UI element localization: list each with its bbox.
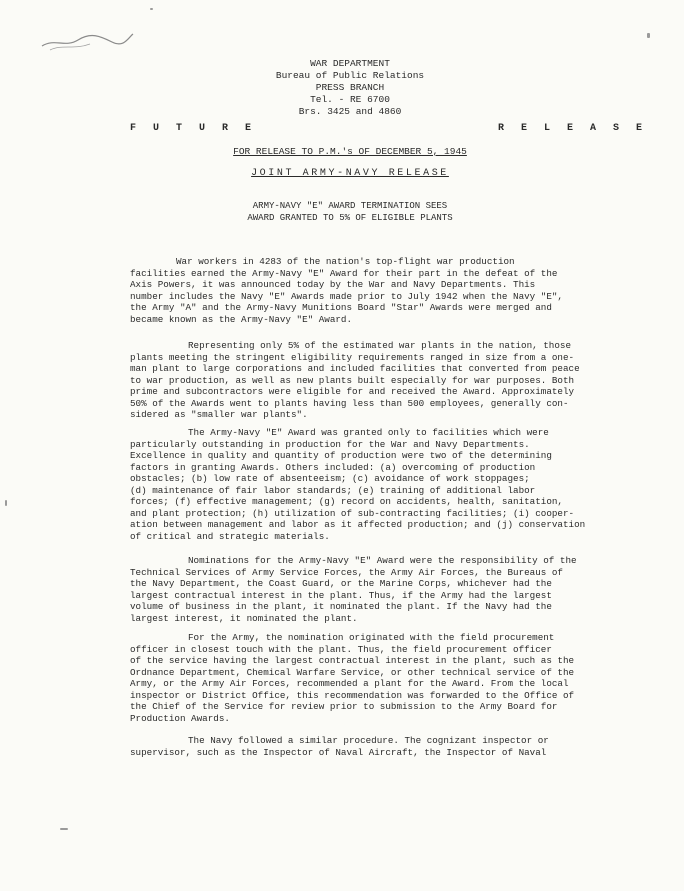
letterhead (210, 58, 490, 118)
handwritten-scribble (40, 28, 135, 54)
text-line: facilities earned the Army-Navy "E" Award for their part in the defeat of the (130, 267, 558, 279)
text-line: sidered as "smaller war plants". (130, 409, 308, 420)
text-line: Nominations for the Army-Navy "E" Award were the responsibility of the (188, 555, 577, 566)
text-line: number includes the Navy "E" Awards made prior to July 1942 when the Navy "E", (130, 290, 563, 302)
text-line: Production Awards. (130, 712, 230, 724)
text-line: Representing only 5% of the estimated war plants in the nation, those (188, 340, 572, 351)
text-line: (d) maintenance of fair labor standards; (e) training of additional labor (130, 484, 536, 496)
joint-release-title: JOINT ARMY-NAVY RELEASE (251, 168, 449, 179)
paragraph (130, 340, 580, 421)
paper-speck (647, 33, 650, 38)
letterhead-line: Tel. - RE 6700 (310, 94, 390, 105)
text-line: For the Army, the nomination originated with the field procurement (188, 632, 555, 643)
text-line: volume of business in the plant, it nominated the plant. If the Navy had the (130, 601, 552, 612)
paper-speck (60, 828, 68, 830)
text-line: Technical Services of Army Service Forces, the Army Air Forces, the Bureaus of (130, 566, 563, 578)
text-line: War workers in 4283 of the nation's top-flight war production (176, 256, 515, 267)
text-line: largest interest, it nominated the plant. (130, 612, 358, 624)
text-line: Excellence in quality and quantity of production were two of the determining (130, 450, 552, 461)
text-line: prime and subcontractors were eligible for and received the Award. Approximately (130, 386, 575, 397)
text-line: Axis Powers, it was announced today by the War and Navy Departments. This (130, 279, 536, 290)
text-line: became known as the Army-Navy "E" Award. (130, 313, 353, 325)
text-line: supervisor, such as the Inspector of Naval Aircraft, the Inspector of Naval (130, 746, 547, 758)
text-line: of critical and strategic materials. (130, 530, 330, 542)
text-line: The Navy followed a similar procedure. The cognizant inspector or (188, 735, 549, 746)
paragraph (130, 427, 585, 542)
text-line: inspector or District Office, this recommendation was forwarded to the Office of (130, 689, 575, 701)
headline (200, 201, 500, 224)
headline-line: ARMY-NAVY "E" AWARD TERMINATION SEES (252, 201, 448, 211)
paragraph (130, 735, 549, 758)
text-line: of the service having the largest contractual interest in the plant, such as the (130, 655, 575, 666)
release-date-line: FOR RELEASE TO P.M.'s OF DECEMBER 5, 1945 (233, 146, 467, 157)
text-line: Army, or the Army Air Forces, recommended a plant for the Award. From the local (130, 678, 569, 689)
paragraph (130, 555, 577, 624)
text-line: forces; (f) effective management; (g) record on accidents, health, sanitation, (130, 496, 563, 507)
text-line: officer in closest touch with the plant. Thus, the field procurement officer (130, 643, 552, 655)
text-line: man plant to large corporations and included facilities that converted from peace (130, 363, 580, 374)
text-line: 50% of the Awards went to plants having less than 500 employees, generally con- (130, 397, 569, 409)
text-line: largest contractual interest in the plant. Thus, if the Army had the largest (130, 589, 552, 601)
text-line: the Navy Department, the Coast Guard, or the Marine Corps, whichever had the (130, 578, 552, 589)
text-line: the Army "A" and the Army-Navy Munitions Board "Star" Awards were merged and (130, 302, 552, 313)
paper-speck (150, 8, 153, 10)
paragraph (130, 256, 563, 325)
paper-speck (5, 500, 7, 506)
future-label: F U T U R E (130, 123, 257, 134)
letterhead-line: WAR DEPARTMENT (310, 58, 390, 69)
text-line: and plant protection; (h) utilization of sub-contracting facilities; (i) cooper- (130, 507, 575, 519)
release-label: R E L E A S E (498, 123, 648, 134)
headline-line: AWARD GRANTED TO 5% OF ELIGIBLE PLANTS (247, 212, 453, 223)
paragraph (130, 632, 574, 724)
text-line: obstacles; (b) low rate of absenteeism; (c) avoidance of work stoppages; (130, 473, 530, 484)
text-line: The Army-Navy "E" Award was granted only to facilities which were (188, 427, 549, 438)
text-line: factors in granting Awards. Others included: (a) overcoming of production (130, 461, 536, 473)
letterhead-line: PRESS BRANCH (315, 82, 385, 93)
letterhead-line: Bureau of Public Relations (275, 70, 425, 81)
text-line: the Chief of the Service for review prior to submission to the Army Board for (130, 701, 558, 712)
text-line: particularly outstanding in production for the War and Navy Departments. (130, 438, 530, 450)
text-line: Ordnance Department, Chemical Warfare Service, or other technical service of the (130, 666, 575, 678)
text-line: plants meeting the stringent eligibility requirements ranged in size from a one- (130, 351, 575, 363)
text-line: ation between management and labor as it affected production; and (j) conservation (130, 519, 586, 530)
letterhead-line: Brs. 3425 and 4860 (298, 106, 402, 117)
text-line: to war production, as well as new plants built especially for war purposes. Both (130, 374, 575, 386)
